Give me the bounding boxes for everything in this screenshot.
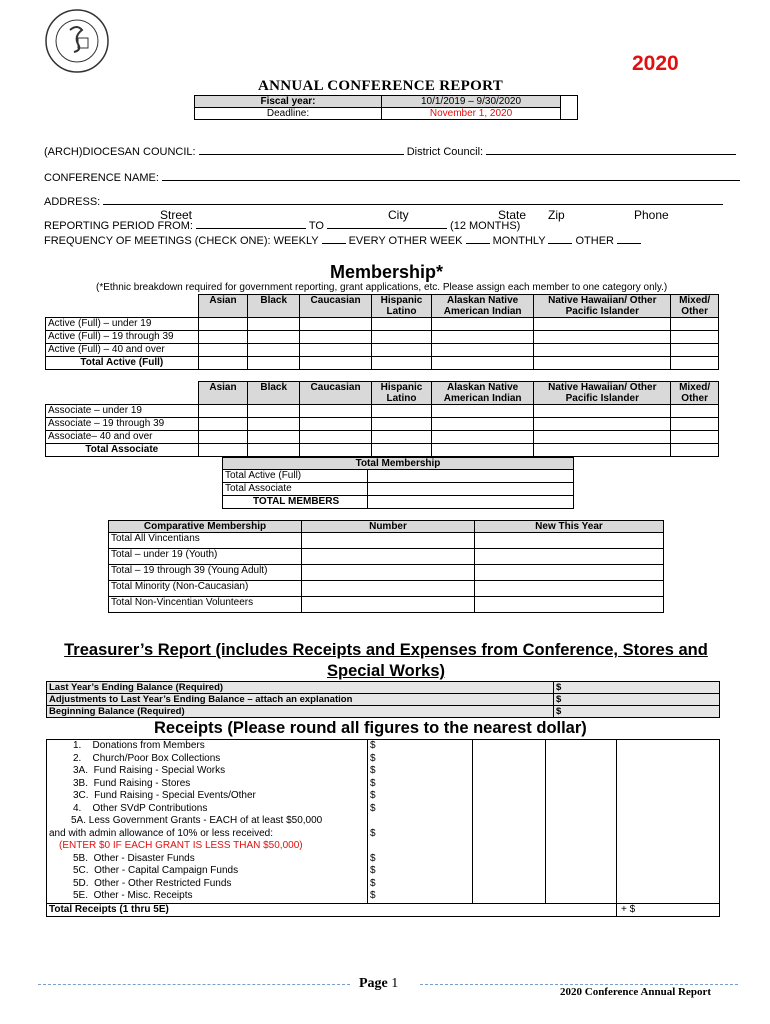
table-row: Total Active (Full) [46,357,719,370]
associate-table: Asian Black Caucasian Hispanic Latino Alaskan Native American Indian Native Hawaiian/ Other Pacific Islander Mixed/ Other Associate – under 19 Associate – 19 through 39 Associate– 40 and over Total Associate [45,381,719,457]
reporting-from-field[interactable] [196,228,306,229]
phone-label: Phone [634,208,669,222]
table-row: Active (Full) – 40 and over [46,344,719,357]
state-label: State [498,208,527,222]
district-label: District Council: [406,146,484,158]
footer-report-name: 2020 Conference Annual Report [560,986,712,998]
conference-line [44,172,740,184]
table-row: Total Non-Vincentian Volunteers [109,597,664,613]
fiscal-label: Fiscal year: [195,96,382,108]
receipts-title: Receipts (Please round all figures to the nearest dollar) [154,719,587,737]
street-label: Street [160,208,193,222]
table-row: Last Year’s Ending Balance (Required) $ [47,682,720,694]
table-row [47,903,720,917]
report-year: 2020 [632,52,679,75]
address-field[interactable] [103,204,723,205]
table-row: Total Active (Full) [223,470,574,483]
address-label: ADDRESS: [44,196,101,208]
deadline-label: Deadline: [195,108,382,120]
table-row: Associate – under 19 [46,405,719,418]
weekly-field[interactable] [322,243,346,244]
table-row: Total Minority (Non-Caucasian) [109,581,664,597]
diocesan-field[interactable] [199,154,404,155]
frequency-line: FREQUENCY OF MEETINGS (CHECK ONE): WEEKLY EVERY OTHER WEEK MONTHLY OTHER [44,235,641,247]
conference-label: CONFERENCE NAME: [44,172,159,184]
membership-title: Membership* [330,262,444,282]
balance-value[interactable]: $ [554,694,720,706]
table-row: Total Associate [223,483,574,496]
balance-table [46,681,720,718]
every-other-field[interactable] [466,243,490,244]
balance-value[interactable]: $ [554,682,720,694]
table-row: Associate– 40 and over [46,431,719,444]
total-membership-table [222,457,574,509]
deadline-value: November 1, 2020 [382,108,561,120]
zip-label: Zip [548,208,565,222]
diocesan-label: (ARCH)DIOCESAN COUNCIL: [44,146,196,158]
reporting-line: REPORTING PERIOD FROM: TO (12 MONTHS) [44,220,521,232]
active-table: Asian Black Caucasian Hispanic Latino Alaskan Native American Indian Native Hawaiian/ Other Pacific Islander Mixed/ Other Active (Full) – under 19 Active (Full) – 19 through 39 Active (Full) – 40 and over Total Active (Full) [45,294,719,370]
fiscal-table [194,95,578,120]
table-row: Adjustments to Last Year’s Ending Balance – attach an explanation $ [47,694,720,706]
table-row: 1. Donations from Members 2. Church/Poor Box Collections 3A. Fund Raising - Special Works 3B. Fund Raising - Stores 3C. Fund Raising - Special Events/Other 4. Other SVdP Contributions 5A. Less Government Grants - EACH of at least $50,000 and with admin allowance of 10% or less received: (ENTER $0 IF EACH GRANT IS LESS THAN $50,000) 5B. Other - Disaster Funds 5C. Other - Capital Campaign Funds 5D. Other - Other Restricted Funds 5E. Other - Misc. Receipts $ $ $ $ $ $ $ $ $ $ $ [47,740,720,904]
table-row: Active (Full) – 19 through 39 [46,331,719,344]
table-row: Total – 19 through 39 (Young Adult) [109,565,664,581]
fiscal-value: 10/1/2019 – 9/30/2020 [382,96,561,108]
treasurer-title: Treasurer’s Report (includes Receipts and Expenses from Conference, Stores and Special Works) [64,641,708,680]
table-row: Associate – 19 through 39 [46,418,719,431]
table-row: Active (Full) – under 19 [46,318,719,331]
monthly-field[interactable] [548,243,572,244]
table-row: Total All Vincentians [109,533,664,549]
reporting-to-field[interactable] [327,228,447,229]
table-row: Total – under 19 (Youth) [109,549,664,565]
diocesan-line [44,146,736,158]
balance-value[interactable]: $ [554,706,720,718]
city-label: City [388,208,409,222]
district-field[interactable] [486,154,736,155]
table-row: TOTAL MEMBERS [223,496,574,509]
footer-line-right [420,984,738,985]
address-line [44,196,723,208]
receipts-table [46,739,720,917]
table-row: Beginning Balance (Required) $ [47,706,720,718]
page-title: ANNUAL CONFERENCE REPORT [258,78,504,94]
total-receipts-value[interactable]: + $ [617,903,720,917]
comparative-table: Comparative Membership Number New This Year Total All Vincentians Total – under 19 (Youth) Total – 19 through 39 (Young Adult) Total Minority (Non-Caucasian) Total Non-Vincentian Volunteers [108,520,664,613]
total-receipts-label: Total Receipts (1 thru 5E) [47,903,617,917]
conference-field[interactable] [162,180,740,181]
total-membership-header: Total Membership [223,458,574,470]
other-field[interactable] [617,243,641,244]
footer-line-left [38,984,350,985]
page-number: Page 1 [359,976,399,991]
membership-note: (*Ethnic breakdown required for government reporting, grant applications, etc. Please assign each member to one category only.) [96,282,668,293]
svdp-logo [44,8,110,74]
table-row: Total Associate [46,444,719,457]
